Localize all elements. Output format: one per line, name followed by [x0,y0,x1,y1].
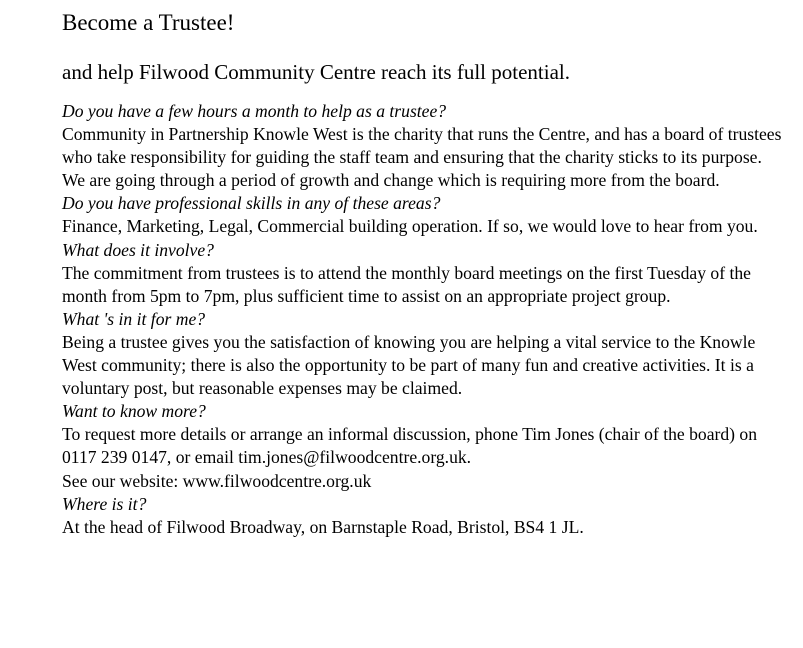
address-paragraph: At the head of Filwood Broadway, on Barnstaple Road, Bristol, BS4 1 JL. [62,516,584,537]
section-question: What 's in it for me? [62,308,206,329]
section-question: Want to know more? [62,401,206,422]
section-paragraph: We are going through a period of growth and change which is requiring more from the board. [62,170,720,191]
page-subtitle: and help Filwood Community Centre reach its full potential. [62,60,570,84]
page-title: Become a Trustee! [62,10,235,35]
section-question: Do you have professional skills in any of these areas? [62,193,441,214]
section-question: What does it involve? [62,239,214,260]
section-paragraph: Being a trustee gives you the satisfaction of knowing you are helping a vital service to the Knowle West community; there is also the opportunity to be part of many fun and creative activities. It is a voluntary post, but reasonable expenses may be claimed. [62,331,756,399]
section-question: Where is it? [62,493,147,514]
section-paragraph: Finance, Marketing, Legal, Commercial building operation. If so, we would love to hear from you. [62,216,758,237]
section-paragraph: The commitment from trustees is to attend the monthly board meetings on the first Tuesday of the month from 5pm to 7pm, plus sufficient time to assist on an appropriate project group. [62,262,751,306]
document-body [62,100,783,539]
section-question: Do you have a few hours a month to help as a trustee? [62,101,447,121]
contact-paragraph: To request more details or arrange an informal discussion, phone Tim Jones (chair of the board) on 0117 239 0147, or email tim.jones@filwoodcentre.org.uk. [62,424,758,468]
section-paragraph: Community in Partnership Knowle West is the charity that runs the Centre, and has a board of trustees who take responsibility for guiding the staff team and ensuring that the charity sticks to its purpose. [62,124,782,168]
website-paragraph: See our website: www.filwoodcentre.org.uk [62,470,372,491]
